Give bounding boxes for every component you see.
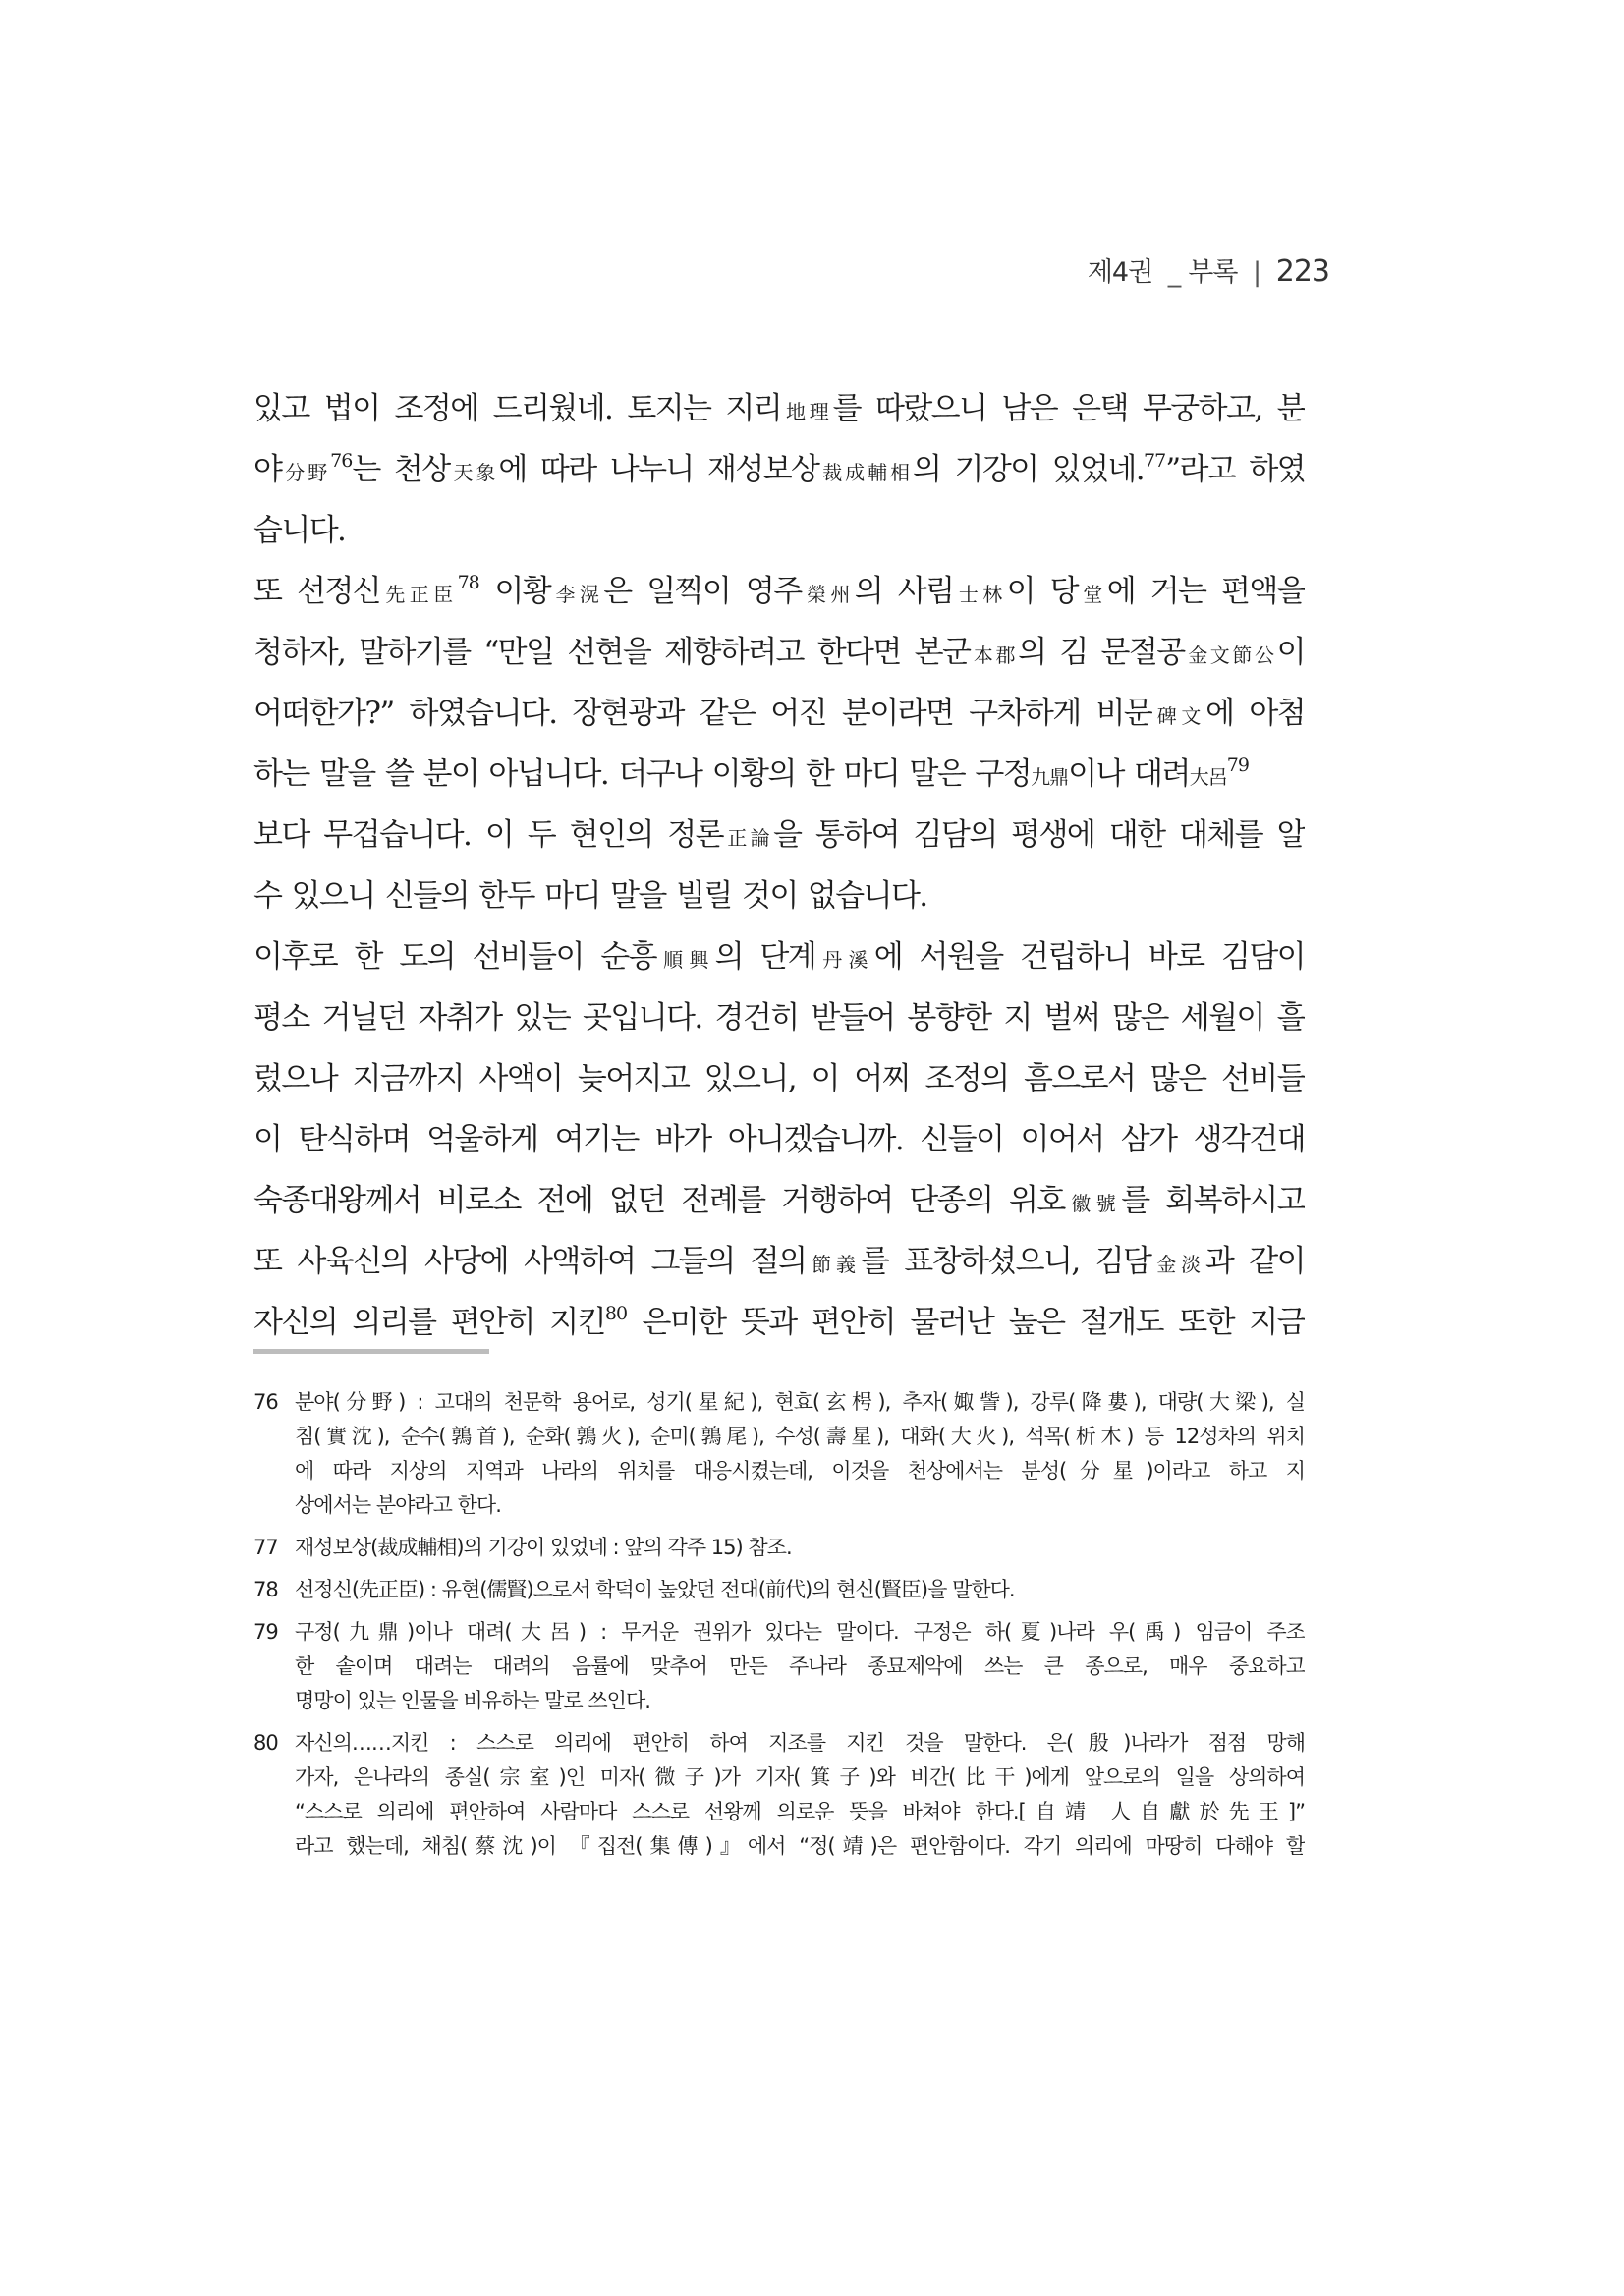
text-run: 또 선정신 bbox=[253, 574, 381, 609]
footnote-text: 자신의……지킨 : 스스로 의리에 편안히 하여 지조를 지킨 것을 말한다. 은(殷)나라가 점점 망해 bbox=[295, 1731, 1305, 1755]
text-line bbox=[253, 866, 1305, 926]
text-line bbox=[253, 1292, 1305, 1353]
footnote bbox=[253, 1615, 1305, 1718]
volume-label: 제4권 bbox=[1087, 257, 1153, 288]
text-line bbox=[253, 500, 1305, 561]
hanja-gloss: 天象 bbox=[449, 461, 499, 484]
text-run: 를 표창하셨으니, 김담 bbox=[860, 1244, 1151, 1279]
running-header bbox=[1088, 251, 1329, 289]
footnote-divider bbox=[253, 1349, 489, 1354]
footnote-text: 가자, 은나라의 종실(宗室)인 미자(微子)가 기자(箕子)와 비간(比干)에게 앞으로의 일을 상의하여 bbox=[295, 1765, 1305, 1789]
text-run: 습니다. bbox=[253, 513, 346, 548]
text-run: 에 따라 나누니 재성보상 bbox=[498, 452, 819, 487]
text-run: ”라고 하였 bbox=[1165, 452, 1305, 487]
hanja-gloss: 金淡 bbox=[1150, 1253, 1205, 1276]
footnote-text: 에 따라 지상의 지역과 나라의 위치를 대응시켰는데, 이것을 천상에서는 분성(分星)이라고 하고 지 bbox=[295, 1459, 1305, 1483]
footnote-number: 79 bbox=[253, 1620, 278, 1644]
hanja-gloss: 金文節公 bbox=[1184, 644, 1277, 667]
text-run: 의 김 문절공 bbox=[1018, 635, 1185, 670]
footnote bbox=[253, 1726, 1305, 1864]
text-run: 수 있으니 신들의 한두 마디 말을 빌릴 것이 없습니다. bbox=[253, 878, 927, 914]
text-run: 의 기강이 있었네. bbox=[912, 452, 1145, 487]
text-run: 청하자, 말하기를 “만일 선현을 제향하려고 한다면 본군 bbox=[253, 635, 971, 670]
hanja-gloss: 李滉 bbox=[550, 583, 604, 606]
hanja-gloss: 碑文 bbox=[1151, 704, 1206, 728]
hanja-gloss: 徽號 bbox=[1064, 1192, 1122, 1215]
text-line bbox=[253, 926, 1305, 987]
text-run: 이후로 한 도의 선비들이 순흥 bbox=[253, 939, 656, 975]
hanja-gloss: 士林 bbox=[953, 583, 1007, 606]
footnote bbox=[253, 1385, 1305, 1523]
text-run: 또 사육신의 사당에 사액하여 그들의 절의 bbox=[253, 1244, 807, 1279]
text-run: 를 따랐으니 남은 은택 무궁하고, 분 bbox=[832, 391, 1305, 426]
footnote-text: 상에서는 분야라고 한다. bbox=[295, 1493, 501, 1517]
page-number: 223 bbox=[1275, 254, 1329, 289]
text-line bbox=[253, 1109, 1305, 1170]
hanja-gloss: 節義 bbox=[806, 1253, 861, 1276]
footnote-text: 재성보상(裁成輔相)의 기강이 있었네 : 앞의 각주 15) 참조. bbox=[295, 1536, 792, 1559]
hanja-gloss: 分野 bbox=[281, 461, 331, 484]
text-line bbox=[253, 622, 1305, 683]
footnote-text: 한 솥이며 대려는 대려의 음률에 맞추어 만든 주나라 종묘제악에 쓰는 큰 종으로, 매우 중요하고 bbox=[295, 1654, 1305, 1678]
footnote-text: 침(實沈), 순수(鶉首), 순화(鶉火), 순미(鶉尾), 수성(壽星), 대화(大火), 석목(析木) 등 12성차의 위치 bbox=[295, 1425, 1305, 1448]
section-label: 부록 bbox=[1188, 257, 1238, 288]
text-run: 보다 무겁습니다. 이 두 현인의 정론 bbox=[253, 817, 723, 853]
footnote-ref: 80 bbox=[604, 1303, 628, 1324]
text-run: 있고 법이 조정에 드리웠네. 토지는 지리 bbox=[253, 391, 782, 426]
text-line bbox=[253, 1231, 1305, 1292]
text-run: 은미한 뜻과 편안히 물러난 높은 절개도 또한 지금 bbox=[627, 1305, 1305, 1340]
text-run: 이나 대려 bbox=[1068, 756, 1190, 792]
footnote-number: 77 bbox=[253, 1536, 278, 1559]
footnote-text: “스스로 의리에 편안하여 사람마다 스스로 선왕께 의로운 뜻을 바쳐야 한다.[自靖 人自獻於先王]” bbox=[295, 1800, 1305, 1823]
text-run: 숙종대왕께서 비로소 전에 없던 전례를 거행하여 단종의 위호 bbox=[253, 1183, 1065, 1218]
footnote-ref: 79 bbox=[1226, 755, 1249, 776]
footnote-number: 78 bbox=[253, 1578, 278, 1601]
footnote bbox=[253, 1531, 1305, 1565]
footnote-ref: 77 bbox=[1144, 450, 1166, 472]
hanja-gloss: 地理 bbox=[781, 400, 833, 423]
text-run: 어떠한가?” 하였습니다. 장현광과 같은 어진 분이라면 구차하게 비문 bbox=[253, 696, 1152, 731]
footnote-text: 분야(分野) : 고대의 천문학 용어로, 성기(星紀), 현효(玄枵), 추자(娵訾), 강루(降婁), 대량(大梁), 실 bbox=[295, 1390, 1305, 1414]
text-run: 이황 bbox=[478, 574, 551, 609]
text-run: 을 통하여 김담의 평생에 대한 대체를 알 bbox=[772, 817, 1305, 853]
text-run: 평소 거닐던 자취가 있는 곳입니다. 경건히 받들어 봉향한 지 벌써 많은 세월이 흘 bbox=[253, 1000, 1305, 1036]
text-line bbox=[253, 561, 1305, 622]
footnote-number: 80 bbox=[253, 1731, 278, 1755]
footnote-ref: 78 bbox=[457, 572, 479, 593]
text-run: 의 사림 bbox=[854, 574, 954, 609]
footnote-ref: 76 bbox=[330, 450, 353, 472]
hanja-gloss: 正論 bbox=[723, 826, 773, 850]
footnote-text: 구정(九鼎)이나 대려(大呂) : 무거운 권위가 있다는 말이다. 구정은 하(夏)나라 우(禹) 임금이 주조 bbox=[295, 1620, 1305, 1644]
text-line bbox=[253, 987, 1305, 1048]
text-run: 야 bbox=[253, 452, 282, 487]
text-run: 자신의 의리를 편안히 지킨 bbox=[253, 1305, 605, 1340]
text-run: 는 천상 bbox=[352, 452, 450, 487]
hanja-gloss: 大呂 bbox=[1189, 765, 1227, 789]
text-run: 에 거는 편액을 bbox=[1106, 574, 1305, 609]
text-line bbox=[253, 1048, 1305, 1109]
hanja-gloss: 九鼎 bbox=[1031, 765, 1069, 789]
footnote-number: 76 bbox=[253, 1390, 278, 1414]
text-run: 에 아첨 bbox=[1205, 696, 1305, 731]
text-line bbox=[253, 683, 1305, 744]
text-line bbox=[253, 744, 1305, 805]
text-run: 를 회복하시고 bbox=[1121, 1183, 1305, 1218]
text-run: 이 당 bbox=[1006, 574, 1078, 609]
text-run: 하는 말을 쓸 분이 아닙니다. 더구나 이황의 한 마디 말은 구정 bbox=[253, 756, 1032, 792]
text-run: 에 서원을 건립하니 바로 김담이 bbox=[873, 939, 1305, 975]
footnote bbox=[253, 1573, 1305, 1607]
hanja-gloss: 丹溪 bbox=[815, 948, 874, 972]
text-run: 이 bbox=[1276, 635, 1305, 670]
hanja-gloss: 榮州 bbox=[801, 583, 855, 606]
footnotes bbox=[253, 1385, 1305, 1872]
hanja-gloss: 裁成輔相 bbox=[818, 461, 913, 484]
text-line bbox=[253, 378, 1305, 439]
footnote-text: 라고 했는데, 채침(蔡沈)이 『집전(集傳)』에서 “정(靖)은 편안함이다. 각기 의리에 마땅히 다해야 할 bbox=[295, 1834, 1305, 1858]
main-text bbox=[253, 378, 1305, 1353]
hanja-gloss: 堂 bbox=[1077, 583, 1107, 606]
hanja-gloss: 先正臣 bbox=[380, 583, 458, 606]
text-run: 은 일찍이 영주 bbox=[603, 574, 802, 609]
hanja-gloss: 順興 bbox=[655, 948, 715, 972]
text-line bbox=[253, 805, 1305, 866]
text-run: 과 같이 bbox=[1204, 1244, 1305, 1279]
text-line bbox=[253, 439, 1305, 500]
footnote-text: 명망이 있는 인물을 비유하는 말로 쓰인다. bbox=[295, 1689, 650, 1712]
text-line bbox=[253, 1170, 1305, 1231]
text-run: 이 탄식하며 억울하게 여기는 바가 아니겠습니까. 신들이 이어서 삼가 생각건대 bbox=[253, 1122, 1305, 1157]
header-separator: _ bbox=[1167, 257, 1181, 288]
text-run: 의 단계 bbox=[714, 939, 816, 975]
header-divider: | bbox=[1253, 257, 1261, 288]
footnote-text: 선정신(先正臣) : 유현(儒賢)으로서 학덕이 높았던 전대(前代)의 현신(賢臣)을 말한다. bbox=[295, 1578, 1015, 1601]
text-run: 렀으나 지금까지 사액이 늦어지고 있으니, 이 어찌 조정의 흠으로서 많은 선비들 bbox=[253, 1061, 1305, 1096]
hanja-gloss: 本郡 bbox=[970, 644, 1019, 667]
